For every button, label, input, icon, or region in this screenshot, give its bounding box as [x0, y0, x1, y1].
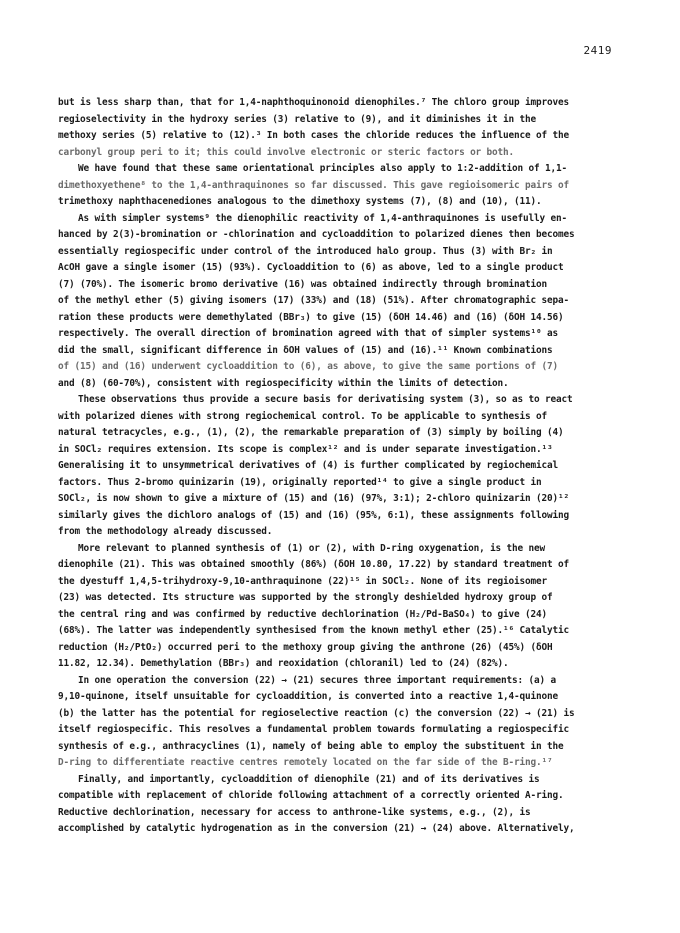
text-line: Reductive dechlorination, necessary for access to anthrone-like systems, e.g., (2), is: [58, 806, 531, 818]
text-line: methoxy series (5) relative to (12).³ In both cases the chloride reduces the influence of the: [58, 130, 569, 141]
text-line: (7) (70%). The isomeric bromo derivative (16) was obtained indirectly through bromination: [58, 278, 547, 290]
body-text: [58, 95, 626, 838]
text-line: (23) was detected. Its structure was supported by the strongly deshielded hydroxy group of: [58, 592, 553, 603]
text-line: (b) the latter has the potential for regioselective reaction (c) the conversion (22) → (21) is: [58, 707, 575, 719]
text-line: compatible with replacement of chloride following attachment of a correctly oriented A-ring.: [58, 790, 564, 801]
text-line: did the small, significant difference in δOH values of (15) and (16).¹¹ Known combinations: [58, 344, 553, 356]
text-line: (68%). The latter was independently synthesised from the known methyl ether (25).¹⁶ Catalytic: [58, 625, 569, 636]
text-line: the central ring and was confirmed by reductive dechlorination (H₂/Pd-BaSO₄) to give (24): [58, 608, 547, 620]
text-line: dienophile (21). This was obtained smoothly (86%) (δOH 10.80, 17.22) by standard treatment of: [58, 559, 569, 570]
text-line: carbonyl group peri to it; this could involve electronic or steric factors or both.: [58, 146, 515, 158]
text-line: trimethoxy naphthacenediones analogous to the dimethoxy systems (7), (8) and (10), (11).: [58, 196, 542, 207]
text-line: These observations thus provide a secure basis for derivatising system (3), so as to react: [78, 394, 573, 405]
text-line: natural tetracycles, e.g., (1), (2), the remarkable preparation of (3) simply by boiling (4): [58, 427, 564, 438]
text-line: and (8) (60-70%), consistent with regiospecificity within the limits of detection.: [58, 377, 509, 389]
text-line: itself regiospecific. This resolves a fundamental problem towards formulating a regiospecific: [58, 724, 569, 735]
text-line: dimethoxyethene⁸ to the 1,4-anthraquinones so far discussed. This gave regioisomeric pairs of: [58, 179, 569, 191]
text-line: hanced by 2(3)-bromination or -chlorination and cycloaddition to polarized dienes then becomes: [58, 229, 575, 240]
text-line: regioselectivity in the hydroxy series (3) relative to (9), and it diminishes it in the: [58, 113, 536, 125]
text-line: SOCl₂, is now shown to give a mixture of (15) and (16) (97%, 3:1); 2-chloro quinizarin (20)¹²: [58, 493, 569, 504]
text-line: factors. Thus 2-bromo quinizarin (19), originally reported¹⁴ to give a single product in: [58, 476, 542, 488]
text-line: ration these products were demethylated (BBr₃) to give (15) (δOH 14.46) and (16) (δOH 14.56): [58, 311, 564, 323]
text-line: 9,10-quinone, itself unsuitable for cycloaddition, is converted into a reactive 1,4-quinone: [58, 691, 558, 702]
text-line: 11.82, 12.34). Demethylation (BBr₃) and reoxidation (chloranil) led to (24) (82%).: [58, 658, 509, 669]
text-line: essentially regiospecific under control of the introduced halo group. Thus (3) with Br₂ in: [58, 245, 553, 257]
text-line: D-ring to differentiate reactive centres remotely located on the far side of the B-ring.¹⁷: [58, 757, 553, 768]
text-line: accomplished by catalytic hydrogenation as in the conversion (21) → (24) above. Alternatively,: [58, 823, 575, 834]
text-line: More relevant to planned synthesis of (1) or (2), with D-ring oxygenation, is the new: [78, 542, 546, 554]
page-number: 2419: [583, 44, 612, 57]
text-line: Generalising it to unsymmetrical derivatives of (4) is further complicated by regiochemical: [58, 460, 558, 471]
text-line: the dyestuff 1,4,5-trihydroxy-9,10-anthraquinone (22)¹⁵ in SOCl₂. None of its regioisomer: [58, 575, 547, 587]
text-line: in SOCl₂ requires extension. Its scope is complex¹² and is under separate investigation.¹³: [58, 443, 553, 455]
text-line: but is less sharp than, that for 1,4-naphthoquinonoid dienophiles.⁷ The chloro group improves: [58, 97, 569, 108]
text-line: As with simpler systems⁹ the dienophilic reactivity of 1,4-anthraquinones is usefully en-: [78, 212, 567, 224]
text-line: In one operation the conversion (22) → (21) secures three important requirements: (a) a: [78, 674, 556, 686]
text-line: similarly gives the dichloro analogs of (15) and (16) (95%, 6:1), these assignments following: [58, 509, 569, 521]
text-line: AcOH gave a single isomer (15) (93%). Cycloaddition to (6) as above, led to a single product: [58, 262, 564, 273]
text-line: synthesis of e.g., anthracyclines (1), namely of being able to employ the substituent in the: [58, 740, 564, 752]
text-line: from the methodology already discussed.: [58, 526, 273, 537]
text-line: Finally, and importantly, cycloaddition of dienophile (21) and of its derivatives is: [78, 773, 540, 785]
text-line: reduction (H₂/PtO₂) occurred peri to the methoxy group giving the anthrone (26) (45%) (δOH: [58, 641, 553, 653]
text-line: of (15) and (16) underwent cycloaddition to (6), as above, to give the same portions of (7): [58, 361, 558, 372]
text-line: of the methyl ether (5) giving isomers (17) (33%) and (18) (51%). After chromatographic sepa-: [58, 295, 569, 306]
text-line: We have found that these same orientational principles also apply to 1:2-addition of 1,1-: [78, 163, 567, 174]
text-line: with polarized dienes with strong regiochemical control. To be applicable to synthesis of: [58, 410, 547, 422]
text-line: respectively. The overall direction of bromination agreed with that of simpler systems¹⁰ as: [58, 328, 558, 339]
